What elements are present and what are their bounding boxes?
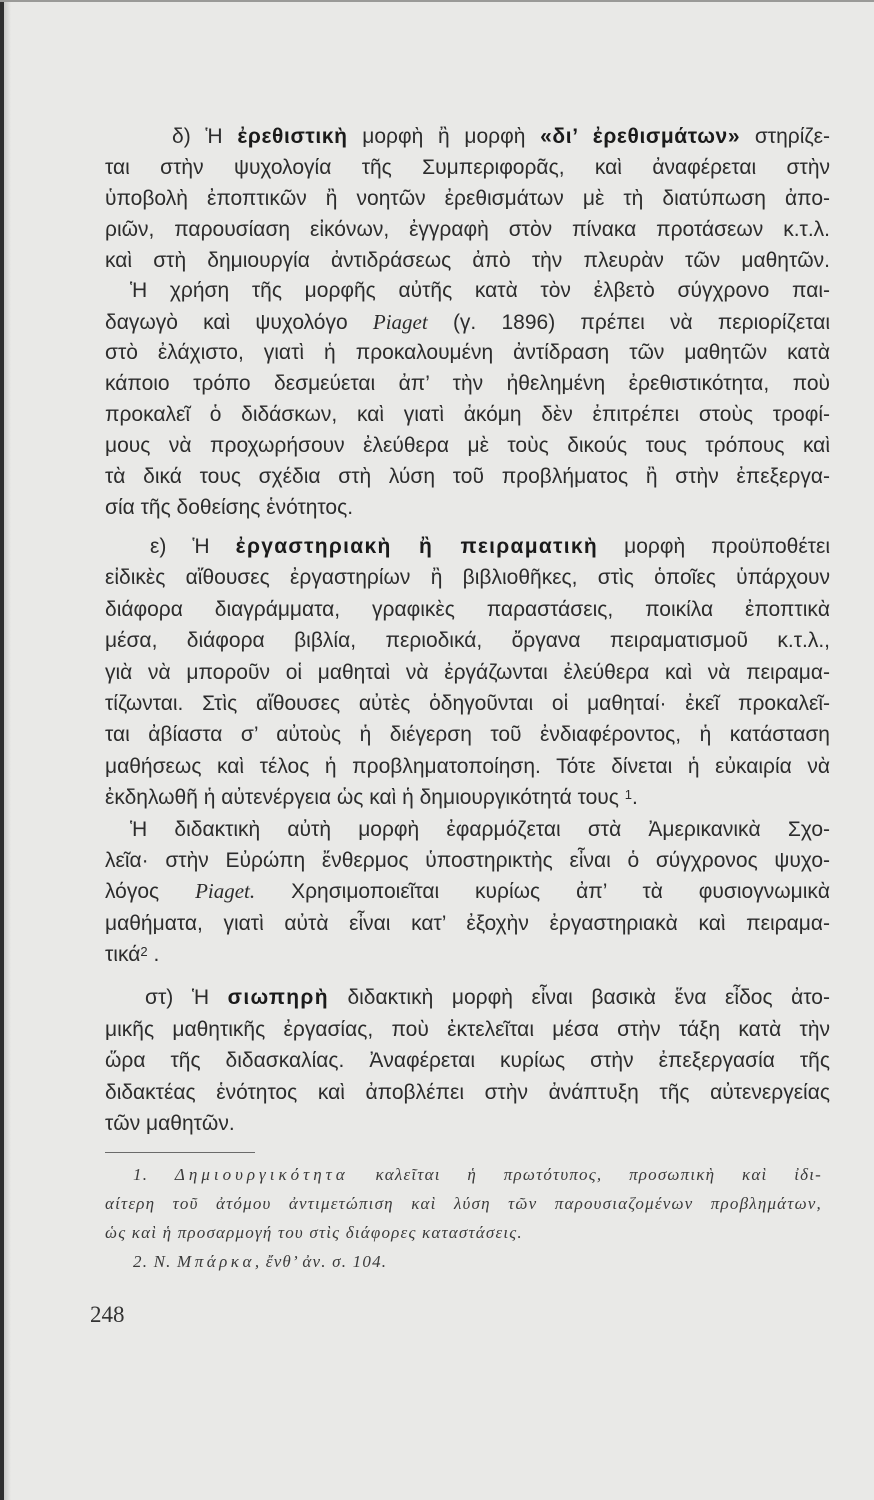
footnote-line bbox=[105, 1189, 822, 1218]
line-text: τὰ δικά τους σχέδια στὴ λύση τοῦ προβλήματος ἢ στὴν ἐπεξεργα- bbox=[105, 464, 830, 488]
text-line bbox=[105, 493, 830, 524]
footnote-number: 1. bbox=[133, 1165, 149, 1184]
text-line bbox=[105, 876, 830, 907]
bold-term: «δι’ ἐρεθισμάτων» bbox=[540, 125, 741, 148]
line-text: ἐκδηλωθῆ ἡ αὐτενέργεια ὡς καὶ ἡ δημιουργικότητά τους bbox=[105, 786, 619, 810]
spaced-term: Μπάρκα bbox=[177, 1252, 255, 1271]
line-text: διδακτικὴ μορφὴ εἶναι βασικὰ ἕνα εἶδος ἀτο- bbox=[347, 986, 830, 1009]
line-text: μους νὰ προχωρήσουν ἐλεύθερα μὲ τοὺς δικούς τους τρόπους καὶ bbox=[105, 433, 830, 457]
text-line bbox=[105, 338, 830, 369]
bold-term: ἐρεθιστικὴ bbox=[237, 125, 348, 148]
text-line bbox=[105, 462, 830, 493]
line-text: εἰδικὲς αἴθουσες ἐργαστηρίων ἢ βιβλιοθῆκες, στὶς ὁποῖες ὑπάρχουν bbox=[105, 566, 830, 590]
text-line bbox=[105, 276, 830, 307]
footnote-text: αίτερη τοῦ ἀτόμου ἀντιμετώπιση καὶ λύση τῶν παρουσιαζομένων προβλημάτων, bbox=[105, 1194, 822, 1213]
line-text: μορφὴ ἢ μορφὴ bbox=[362, 125, 526, 148]
line-text: . bbox=[153, 943, 160, 967]
line-text: δαγωγὸ καὶ ψυχολόγο bbox=[105, 311, 348, 335]
italic-name: Piaget. bbox=[195, 879, 256, 904]
text-line bbox=[105, 982, 830, 1014]
text-line bbox=[105, 1108, 830, 1140]
text-line bbox=[105, 782, 830, 813]
line-text: διδακτέας ἑνότητος καὶ ἀποβλέπει στὴν ἀνάπτυξη τῆς αὐτενεργείας bbox=[105, 1080, 830, 1104]
line-text: στὸ ἐλάχιστο, γιατὶ ἡ προκαλουμένη ἀντίδραση τῶν μαθητῶν κατὰ bbox=[105, 341, 830, 365]
line-text: καὶ στὴ δημιουργία ἀντιδράσεως ἀπὸ τὴν πλευρὰν τῶν μαθητῶν. bbox=[105, 248, 830, 272]
section-label: δ) Ἡ bbox=[172, 125, 223, 148]
text-line bbox=[105, 431, 830, 462]
spaced-term: Δημιουργικότητα bbox=[174, 1165, 349, 1184]
footnote-line bbox=[105, 1218, 822, 1247]
line-text: τίζωνται. Στὶς αἴθουσες αὐτὲς ὁδηγοῦνται οἱ μαθηταί· ἐκεῖ προκαλεῖ- bbox=[105, 691, 830, 715]
line-text: ὥρα τῆς διδασκαλίας. Ἀναφέρεται κυρίως στὴν ἐπεξεργασία τῆς bbox=[105, 1049, 830, 1072]
line-text: τῶν μαθητῶν. bbox=[105, 1112, 235, 1135]
text-line bbox=[105, 184, 830, 215]
footnote-line bbox=[105, 1160, 822, 1189]
text-line bbox=[105, 307, 830, 338]
paragraph-epsilon bbox=[105, 531, 830, 970]
line-text: μαθήματα, γιατὶ αὐτὰ εἶναι κατ’ ἐξοχὴν ἐργαστηριακὰ καὶ πειραμα- bbox=[105, 911, 830, 935]
text-line bbox=[105, 1077, 830, 1109]
italic-name: Piaget bbox=[372, 310, 428, 335]
text-line bbox=[105, 153, 830, 184]
footnote-line bbox=[105, 1247, 822, 1276]
text-line bbox=[105, 369, 830, 400]
scan-edge-top bbox=[0, 0, 874, 2]
footnote-text: καλεῖται ἡ πρωτότυπος, προσωπικὴ καὶ ἰδι- bbox=[375, 1165, 822, 1184]
line-text: μέσα, διάφορα βιβλία, περιοδικά, ὄργανα πειραματισμοῦ κ.τ.λ., bbox=[105, 629, 830, 653]
text-line bbox=[105, 625, 830, 656]
text-line bbox=[105, 1014, 830, 1046]
text-line bbox=[105, 719, 830, 750]
line-text: λεῖα· στὴν Εὐρώπη ἔνθερμος ὑποστηρικτὴς εἶναι ὁ σύγχρονος ψυχο- bbox=[105, 848, 830, 872]
footnote-ref: 1 bbox=[624, 786, 632, 802]
text-line bbox=[105, 845, 830, 876]
footnote-text: ὡς καὶ ἡ προσαρμογή του στὶς διάφορες καταστάσεις. bbox=[105, 1223, 523, 1242]
footnotes bbox=[105, 1160, 822, 1276]
footnote-number: 2. Ν. bbox=[133, 1252, 172, 1271]
line-text: σία τῆς δοθείσης ἑνότητος. bbox=[105, 495, 354, 519]
line-text: ὑποβολὴ ἐποπτικῶν ἢ νοητῶν ἐρεθισμάτων μὲ τὴ διατύπωση ἀπο- bbox=[105, 186, 830, 210]
bold-term: σιωπηρὴ bbox=[227, 986, 329, 1009]
line-text: στηρίζε- bbox=[754, 125, 830, 148]
line-text: μαθήσεως καὶ τέλος ἡ προβληματοποίηση. Τότε δίνεται ἡ εὐκαιρία νὰ bbox=[105, 754, 830, 778]
paragraph-delta bbox=[105, 122, 830, 524]
text-line bbox=[105, 814, 830, 845]
paragraph-st bbox=[105, 982, 830, 1140]
line-text: μορφὴ προϋποθέτει bbox=[624, 535, 830, 558]
line-text: κάποιο τρόπο δεσμεύεται ἀπ’ τὴν ἠθελημένη ἐρεθιστικότητα, ποὺ bbox=[105, 372, 830, 396]
text-line bbox=[105, 215, 830, 246]
line-text: ται στὴν ψυχολογία τῆς Συμπεριφορᾶς, καὶ ἀναφέρεται στὴν bbox=[105, 155, 830, 179]
text-line bbox=[105, 1045, 830, 1077]
line-text: Ἡ διδακτικὴ αὐτὴ μορφὴ ἐφαρμόζεται στὰ Ἀμερικανικὰ Σχο- bbox=[130, 817, 830, 841]
line-text: Χρησιμοποιεῖται κυρίως ἀπ’ τὰ φυσιογνωμικὰ bbox=[291, 880, 830, 904]
footnote-separator bbox=[105, 1152, 255, 1153]
text-line bbox=[105, 531, 830, 562]
line-text: Ἡ χρήση τῆς μορφῆς αὐτῆς κατὰ τὸν ἑλβετὸ σύγχρονο παι- bbox=[130, 279, 830, 303]
line-text: ται ἀβίαστα σ’ αὐτοὺς ἡ διέγερση τοῦ ἐνδιαφέροντος, ἡ κατάσταση bbox=[105, 723, 830, 747]
text-line bbox=[105, 939, 830, 970]
line-text: τικά bbox=[105, 943, 141, 967]
section-label: ε) Ἡ bbox=[150, 535, 210, 558]
footnote-ref: 2 bbox=[140, 943, 148, 959]
scan-edge-shadow bbox=[4, 0, 11, 1500]
text-line bbox=[105, 246, 830, 277]
text-line bbox=[105, 562, 830, 593]
line-text: ριῶν, παρουσίαση εἰκόνων, ἐγγραφὴ στὸν πίνακα προτάσεων κ.τ.λ. bbox=[105, 217, 830, 241]
text-line bbox=[105, 688, 830, 719]
text-line bbox=[105, 657, 830, 688]
line-text: (γ. 1896) πρέπει νὰ περιορίζεται bbox=[452, 311, 830, 335]
footnote-text: , ἔνθ’ ἀν. σ. 104. bbox=[254, 1252, 388, 1271]
text-line bbox=[105, 594, 830, 625]
text-line bbox=[105, 751, 830, 782]
bold-term: ἐργαστηριακὴ ἢ πειραματικὴ bbox=[235, 535, 599, 558]
line-text: προκαλεῖ ὁ διδάσκων, καὶ γιατὶ ἀκόμη δὲν ἐπιτρέπει στοὺς τροφί- bbox=[105, 403, 830, 427]
line-text: . bbox=[631, 786, 638, 810]
line-text: γιὰ νὰ μποροῦν οἱ μαθηταὶ νὰ ἐργάζωνται ἐλεύθερα καὶ νὰ πειραμα- bbox=[105, 660, 830, 684]
text-line bbox=[105, 122, 830, 153]
text-line bbox=[105, 400, 830, 431]
section-label: στ) Ἡ bbox=[145, 986, 210, 1009]
text-line bbox=[105, 908, 830, 939]
line-text: διάφορα διαγράμματα, γραφικὲς παραστάσεις, ποικίλα ἐποπτικὰ bbox=[105, 597, 830, 621]
page-number: 248 bbox=[90, 1302, 125, 1327]
line-text: μικῆς μαθητικῆς ἐργασίας, ποὺ ἐκτελεῖται μέσα στὴν τάξη κατὰ τὴν bbox=[105, 1017, 830, 1041]
line-text: λόγος bbox=[105, 880, 160, 904]
